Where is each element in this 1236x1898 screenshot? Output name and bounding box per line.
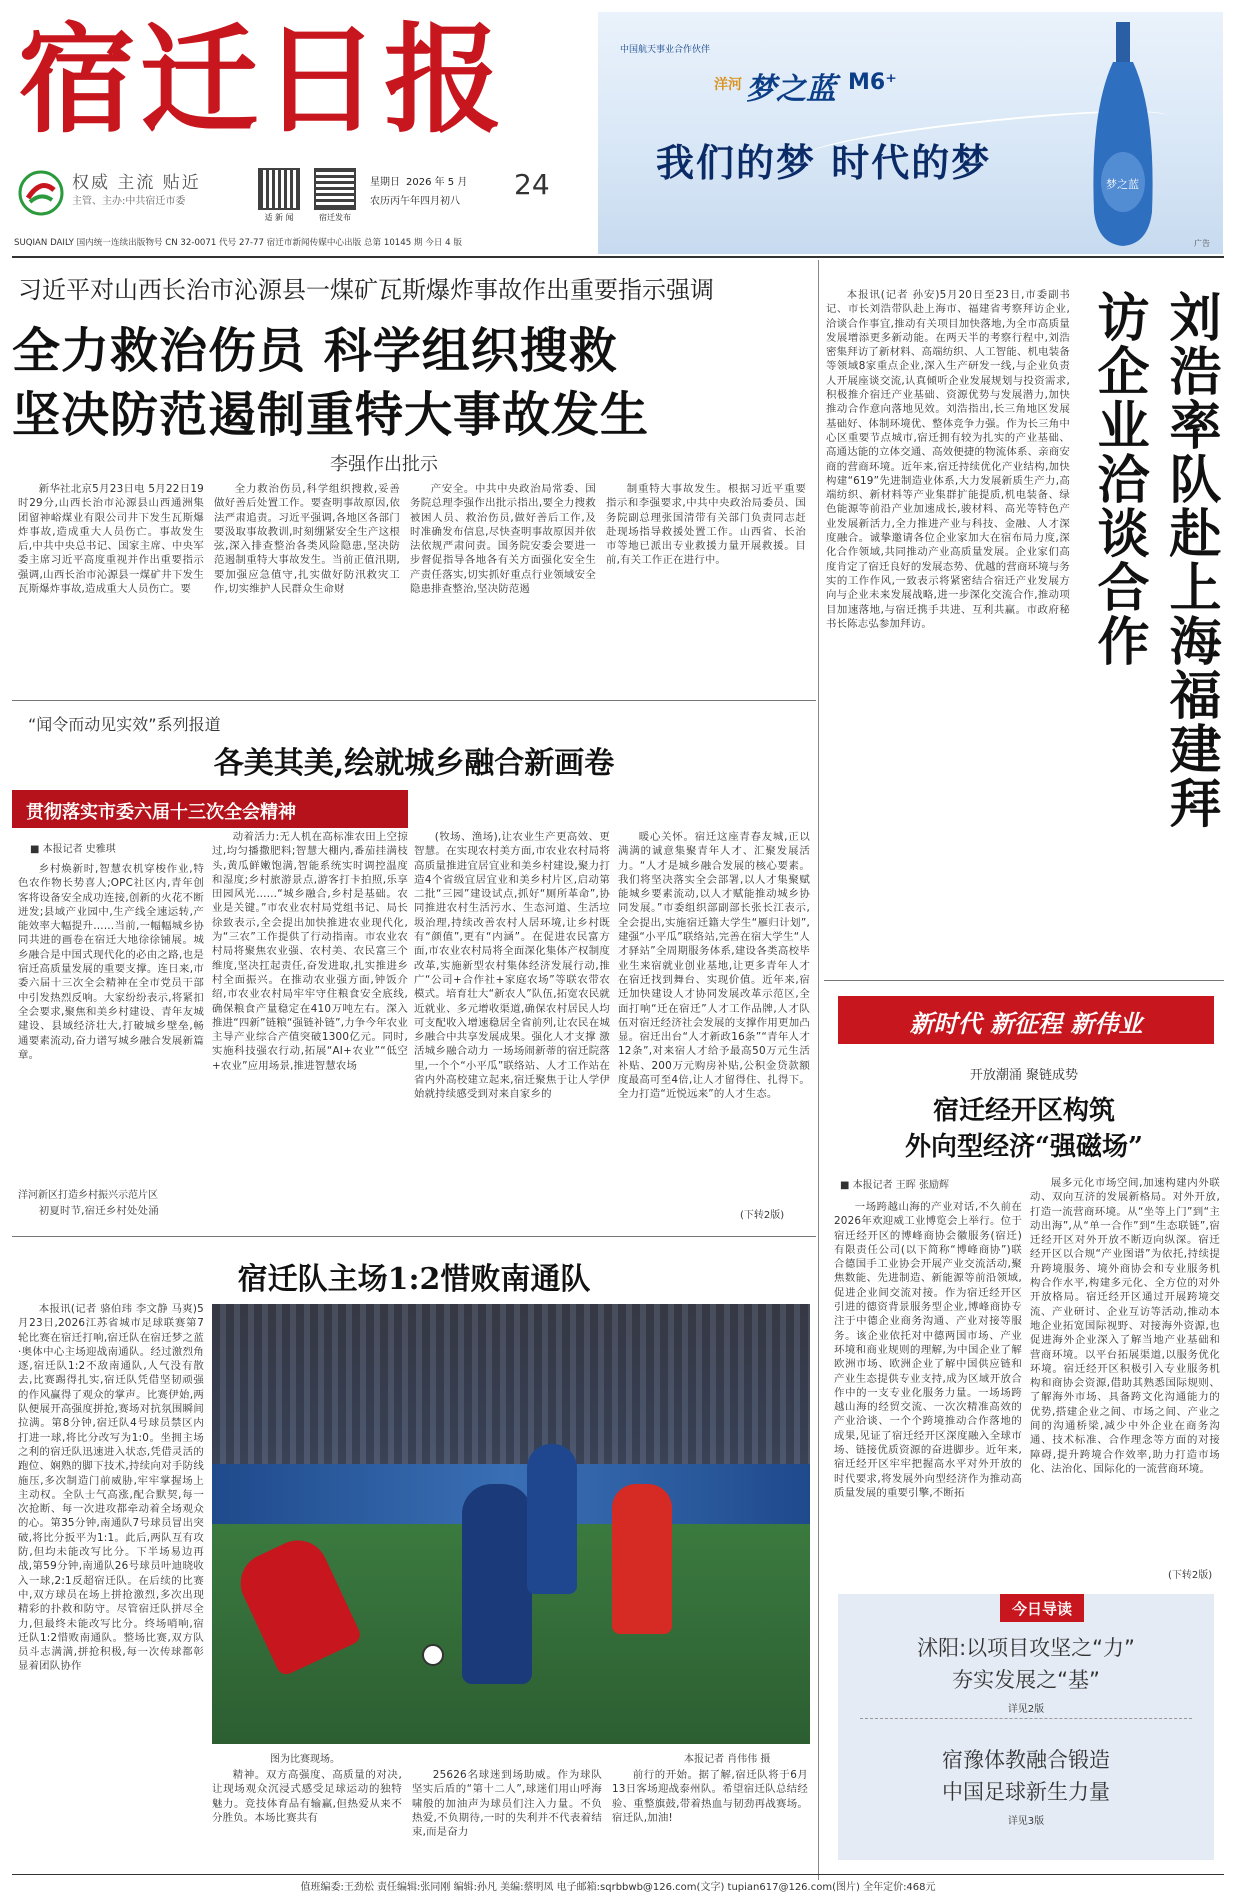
- weekday: 星期日: [370, 177, 400, 188]
- photo-credit: 本报记者 肖伟伟 摄: [684, 1754, 771, 1765]
- football-headline: 宿迁队主场1:2惜败南通队: [237, 1262, 591, 1297]
- visit-body: 本报讯(记者 孙安)5月20日至23日,市委副书记、市长刘浩带队赴上海市、福建省考察拜访企业,洽谈合作事宜,推动有关项目加快落地,为全市高质量发展增添更多新动能。在两天半的考察行程中,刘浩密集拜访了新材料、高端纺织、人工智能、机电装备等领域8家重点企业,深入生产研发一线,与企业负责人开展座谈交流,认真倾听企业发展规划与投资需求,积极推介宿迁产业基础、资源优势与发展潜力,加快推动合作意向落地见效。刘浩指出,长三角地区发展基础好、体制环境优、整体竞争力强。作为长三角中心区重要节点城市,宿迁拥有较为扎实的产业基础、高通达能的立体交通、高效便捷的物流体系、亲商安商的营商环境。近年来,宿迁持续优化产业结构,加快构建“619”先进制造业体系,大力发展新质生产力,高端纺织、新材料等产业集群扩能提质,机电装备、绿色能源等前沿产业加速成长,骏材料、高光等特色产业发展新活力,全力推进产业与科技、金融、人才深度融合。诚挚邀请各位企业家加大在宿布局力度,深化合作领域,共同推动产业高质量发展。企业家们高度肯定了宿迁良好的发展态势、优越的营商环境与务实的工作作风,一致表示将紧密结合宿迁产业发展方向与企业未来发展战略,进一步深化交流合作,推动项目加速落地,与宿迁携手共进、互利共赢。市政府秘书长陈志弘参加拜访。: [826, 289, 1070, 630]
- series-headline: 各美其美,绘就城乡融合新画卷: [213, 746, 615, 781]
- guide-item-1-page[interactable]: 详见2版: [1007, 1704, 1045, 1715]
- ad-brand: 洋河: [714, 77, 742, 93]
- series-bottom-divider: [12, 1236, 816, 1237]
- qr-label-release: 宿迁发布: [319, 213, 351, 222]
- series-column-1: 乡村焕新时,智慧农机穿梭作业,特色农作物长势喜人;OPC社区内,青年创客将设备安全成功连接,创新的火花不断迸发;县域产业园中,生产线全速运转,产能效率大幅提升……当前,一幅幅城乡协同共进的画卷在宿迁大地徐徐铺展。城乡融合是中国式现代化的必由之路,也是宿迁高质量发展的重要支撑。连日来,市委六届十三次全会精神在全市党员干部中引发热烈反响。大家纷纷表示,将紧扣全会要求,聚焦和美乡村建设、青年友城建设、县域经济壮大,打破城乡壁垒,畅通要素流动,奋力谱写城乡融合发展新篇章。: [18, 863, 204, 1061]
- masthead: [14, 8, 600, 256]
- football-column-3: 25626名球迷到场助威。作为球队坚实后盾的“第十二人”,球迷们用山呼海啸般的加油声为球员们注入力量。不负热爱,不负期待,一时的失利并不代表着结束,而是奋力: [412, 1769, 602, 1839]
- series-banner-text: 贯彻落实市委六届十三次全会精神: [26, 802, 296, 823]
- slogan: 权威 主流 贴近: [72, 173, 201, 193]
- guide-separator: [860, 1718, 1192, 1719]
- sponsor: 主管、主办:中共宿迁市委: [72, 196, 186, 207]
- zone-column-2: 展多元化市场空间,加速构建内外联动、双向互济的发展新格局。对外开放,打造一流营商环境。从“坐等上门”到“主动出海”,从“单一合作”到“生态联链”,宿迁经开区对外开放不断迈向纵深。宿迁经开区以合规“产业图谱”为依托,持续提升跨境服务、境外商协会和专业服务机构合作水平,构建多元化、全方位的对外开放格局。宿迁经开区通过开展跨境交流、产业研讨、企业互访等活动,推动本地企业拓宽国际视野、对接海外资源,也促进海外企业深入了解当地产业基础和营商环境。以平台拓展渠道,以服务优化环境。宿迁经开区积极引入专业服务机构和商协会资源,借助其熟悉国际规则、了解海外市场、具备跨文化沟通能力的优势,搭建企业之间、市场之间、产业之间的沟通桥梁,减少中外企业在商务沟通、技术标准、合作理念等方面的对接障碍,提升跨境合作效率,助力打造市场化、法治化、国际化的一流营商环境。: [1030, 1177, 1220, 1475]
- day-number: 24: [514, 168, 550, 201]
- ad-bottle-label: 梦之蓝: [1106, 178, 1139, 191]
- qr-label-news: 适 新 闻: [264, 213, 294, 222]
- series-column-2: 动着活力:无人机在高标准农田上空掠过,均匀播撒肥料;智慧大棚内,番茄挂满枝头,黄瓜鲜嫩饱满,智能系统实时调控温度和湿度;乡村旅游景点,游客打卡拍照,乐享田园风光……“城乡融合,乡村是基础。农业是关键。”市农业农村局党组书记、局长徐致表示,全会提出加快推进农业现代化,为“三农”工作提供了行动指南。市农业农村局将聚焦农业强、农村美、农民富三个维度,坚决扛起责任,奋发进取,扎实推进乡村全面振兴。在推动农业强方面,钟饭介绍,市农业农村局牢牢守住粮食安全底线,确保粮食产量稳定在410万吨左右。深入推进“四新”链粮“强链补链”,力争今年农业主导产业综合产值突破1300亿元。同时,实施科技强农行动,拓展“AI+农业”“低空+农业”应用场景,推进智慧农场: [212, 831, 408, 1072]
- guide-item-2-page[interactable]: 详见3版: [1007, 1816, 1045, 1827]
- visit-headline: 刘浩率队赴上海福建拜访企业洽谈合作: [1088, 290, 1221, 830]
- player-blue-2: [527, 1444, 577, 1594]
- zone-kicker: 开放潮涌 聚链成势: [969, 1068, 1079, 1083]
- guide-item-1-line-2[interactable]: 夯实发展之“基”: [952, 1668, 1100, 1692]
- publication-info: SUQIAN DAILY 国内统一连续出版物号 CN 32-0071 代号 27-77 宿迁市新闻传媒中心出版 总第 10145 期 今日 4 版: [14, 238, 462, 248]
- ad-top-mark: 中国航天事业合作伙伴: [620, 45, 711, 55]
- series-byline: ■ 本报记者 史雅琪: [30, 844, 116, 855]
- footer-credits: 值班编委:王劲松 责任编辑:张同刚 编辑:孙凡 美编:蔡明凤 电子邮箱:sqrbbwb@126.com(文字) tupian617@126.com(图片) 全年定价:468元: [300, 1882, 936, 1893]
- zone-continued: (下转2版): [1168, 1570, 1213, 1581]
- date-line: 2026 年 5 月: [406, 177, 468, 188]
- ad-slogan: 我们的梦 时代的梦: [656, 140, 992, 185]
- stadium-stands: [212, 1304, 810, 1464]
- player-red-2: [612, 1484, 672, 1634]
- series-column-4: 暖心关怀。宿迁这座青春友城,正以满满的诚意集聚青年人才、汇聚发展活力。“人才是城乡融合发展的核心要素。我们将坚决落实全会部署,以人才集聚赋能城乡要素流动,以人才赋能推动城乡协同发展。”市委组织部副部长张长江表示,全会提出,实施宿迁籍大学生“雁归计划”,建强“小平瓜”联络站,完善在宿大学生“人才驿站”全周期服务体系,建设各类高校毕业生来宿就业创业基地,让更多青年人才在宿迁找到舞台、实现价值。近年来,宿迁加快建设人才协同发展改革示范区,全面打响“迁在宿迁”人才工作品牌,人才队伍对宿迁经济社会发展的支撑作用更加凸显。宿迁出台“人才新政16条”“青年人才12条”,对来宿人才给予最高50万元生活补贴、200万元购房补贴,公积金贷款额度最高可至4倍,让人才留得住、扎得下。全力打造“近悦远来”的人才生态。: [618, 831, 810, 1101]
- guide-item-2-line-1[interactable]: 宿豫体教融合锻造: [942, 1748, 1110, 1772]
- lead-bottom-divider: [12, 700, 816, 701]
- ad-product: 梦之蓝: [746, 72, 836, 107]
- lead-headline-1: 全力救治伤员 科学组织搜救: [12, 323, 618, 379]
- qr-code-release[interactable]: [314, 168, 356, 210]
- football-column-1: 本报讯(记者 骆伯玮 李文静 马爽)5月23日,2026江苏省城市足球联赛第7轮比赛在宿迁打响,宿迁队在宿迁梦之蓝·奥体中心主场迎战南通队。经过激烈角逐,宿迁队1:2不敌南通队,人气没有散去,比赛踢得扎实,宿迁队凭借坚韧顽强的作风赢得了观众的掌声。比赛伊始,两队便展开高强度拼抢,赛场对抗氛围瞬间拉满。第8分钟,宿迁队4号球员禁区内打进一球,将比分改写为1:0。坐拥主场之利的宿迁队迅速进入状态,凭借灵活的跑位、娴熟的脚下技术,持续向对手防线施压,多次制造门前威胁,牢牢掌握场上主动权。全队士气高涨,配合默契,每一次抢断、每一次进攻都牵动着全场观众的心。第35分钟,南通队7号球员冒出突破,将比分扳平为1:1。此后,两队互有攻防,但均未能改写比分。下半场易边再战,第59分钟,南通队26号球员叶迪晓收入一球,2:1反超宿迁队。在后续的比赛中,双方球员在场上拼抢激烈,多次出现精彩的扑救和防守。尽管宿迁队拼尽全力,但最终未能改写比分。终场哨响,宿迁队1:2惜败南通队。整场比赛,双方队员斗志满满,拼抢积极,每一次传球都彰显着团队协作: [18, 1303, 204, 1673]
- zone-column-1: 一场跨越山海的产业对话,不久前在2026年欢迎威工业博览会上举行。位于宿迁经开区的博峰商协会徽服务(宿迁)有限责任公司(以下简称“博峰商协”)联合德国手工业协会开展产业交流活动,聚焦数能、先进制造、新能源等前沿领域,促进企业间交流对接。作为宿迁经开区引进的德资背景服务型企业,博峰商协专注于中德企业商务沟通、产业对接等服务。该企业依托对中德两国市场、产业环境和商业规则的理解,为中国企业了解欧洲市场、欧洲企业了解中国供应链和产业生态提供专业支持,成为区域开放合作中的一支专业化服务力量。一场场跨越山海的经贸交流、一次次精准高效的产业洽谈、一个个跨境推动合作落地的成果,见证了宿迁经开区深度融入全球市场、链接优质资源的奋进脚步。近年来,宿迁经开区牢牢把握高水平对外开放的时代要求,将发展外向型经济作为推动高质量发展的重要引擎,不断拓: [834, 1201, 1022, 1499]
- newspaper-title: 宿迁日报: [18, 10, 507, 149]
- lead-column-1: 新华社北京5月23日电 5月22日19时29分,山西长治市沁源县山西通洲集团留神峪煤业有限公司井下发生瓦斯爆炸事故,造成重大人员伤亡。事故发生后,中共中央总书记、国家主席、中央军委主席习近平高度重视并作出重要指示强调,山西长治市沁源县一煤矿井下发生瓦斯爆炸事故,造成重大人员伤亡。要: [18, 483, 204, 596]
- footer-divider: [12, 1874, 1224, 1875]
- football-column-2: 精神。双方高强度、高质量的对决,让现场观众沉浸式感受足球运动的独特魅力。竞技体育品有输赢,但热爱从来不分胜负。本场比赛共有: [212, 1769, 402, 1824]
- theme-banner-text: 新时代 新征程 新伟业: [909, 1009, 1143, 1038]
- guide-item-1-line-1[interactable]: 沭阳:以项目攻坚之“力”: [917, 1636, 1135, 1660]
- ad-bottle: [1088, 22, 1158, 247]
- lead-headline-2: 坚决防范遏制重特大事故发生: [12, 387, 650, 443]
- zone-headline-2: 外向型经济“强磁场”: [905, 1132, 1143, 1162]
- zone-byline: ■ 本报记者 王晖 张励辉: [840, 1180, 949, 1191]
- lead-column-4: 制重特大事故发生。根据习近平重要指示和李强要求,中共中央政治局委员、国务院副总理张国清带有关部门负责同志赶赴现场指导救援处置工作。山西省、长治市等地已派出专业救援力量开展救援。目前,有关工作正在进行中。: [606, 483, 806, 567]
- logo-icon: [18, 170, 64, 216]
- column-divider-vertical: [818, 260, 819, 1880]
- lead-column-2: 全力救治伤员,科学组织搜救,妥善做好善后处置工作。要查明事故原因,依法严肃追责。习近平强调,各地区各部门要汲取事故教训,时刻绷紧安全生产这根弦,深入排查整治各类风险隐患,坚决防范遏制重特大事故发生。当前正值汛期,要加强应急值守,扎实做好防汛救灾工作,切实维护人民群众生命财: [214, 483, 400, 596]
- player-blue: [462, 1484, 532, 1684]
- football-column-4: 前行的开始。据了解,宿迁队将于6月13日客场迎战泰州队。希望宿迁队总结经验、重整旗鼓,带着热血与韧劲再战赛场。宿迁队,加油!: [612, 1769, 808, 1824]
- lead-column-3: 产安全。中共中央政治局常委、国务院总理李强作出批示指出,要全力搜救被困人员、救治伤员,做好善后工作,及时准确发布信息,尽快查明事故原因并依法依规严肃问责。国务院安委会要进一步督促指导各地各有关方面强化安全生产责任落实,切实抓好重点行业领域安全隐患排查整治,坚决防范遏: [410, 483, 596, 596]
- series-tag: “闻令而动见实效”系列报道: [28, 715, 221, 734]
- visit-bottom-divider: [824, 980, 1224, 981]
- series-caption: 洋河新区打造乡村振兴示范片区: [18, 1190, 158, 1201]
- ad-tag: 广告: [1194, 239, 1210, 248]
- qr-code-news[interactable]: [258, 168, 300, 210]
- advertisement[interactable]: [598, 12, 1223, 254]
- football-photo[interactable]: [212, 1304, 810, 1744]
- series-continued: (下转2版): [740, 1210, 785, 1221]
- lunar-date: 农历丙午年四月初八: [370, 196, 460, 207]
- masthead-divider: [12, 256, 1224, 258]
- ball: [422, 1644, 444, 1666]
- guide-title: 今日导读: [1011, 1600, 1072, 1618]
- guide-item-2-line-2[interactable]: 中国足球新生力量: [942, 1780, 1110, 1804]
- photo-caption: 图为比赛现场。: [270, 1754, 340, 1765]
- lead-kicker: 习近平对山西长治市沁源县一煤矿瓦斯爆炸事故作出重要指示强调: [18, 276, 714, 304]
- zone-headline-1: 宿迁经开区构筑: [932, 1096, 1115, 1126]
- series-column-1b: 初夏时节,宿迁乡村处处涌: [38, 1205, 159, 1217]
- lead-subhead: 李强作出批示: [330, 454, 438, 475]
- ad-model: M6⁺: [848, 70, 897, 95]
- series-column-3: (牧场、渔场),让农业生产更高效、更智慧。在实现农村美方面,市农业农村局将高质量推进宜居宜业和美乡村建设,聚力打造4个省级宜居宜业和美乡村片区,启动第二批“三园”建设试点,抓好“厕所革命”,协同推进农村生活污水、生态河道、生活垃圾治理,持续改善农村人居环境,让乡村既有“颜值”,更有“内涵”。在促进农民富方面,市农业农村局将全面深化集体产权制度改革,实施新型农村集体经济发展行动,推广“公司+合作社+家庭农场”等联农带农模式。培育壮大“新农人”队伍,拓宽农民就近就业、多元增收渠道,确保农村居民人均可支配收入增速稳居全省前列,让农民在城乡融合中共享发展成果。强化人才支撑 激活城乡融合动力 一场场闹新蒂的宿迁院落里,一个个“小平瓜”联络站、人才工作站在省内外高校建立起来,宿迁聚焦于让人学伊始就持续感受到对来自家乡的: [414, 831, 610, 1101]
